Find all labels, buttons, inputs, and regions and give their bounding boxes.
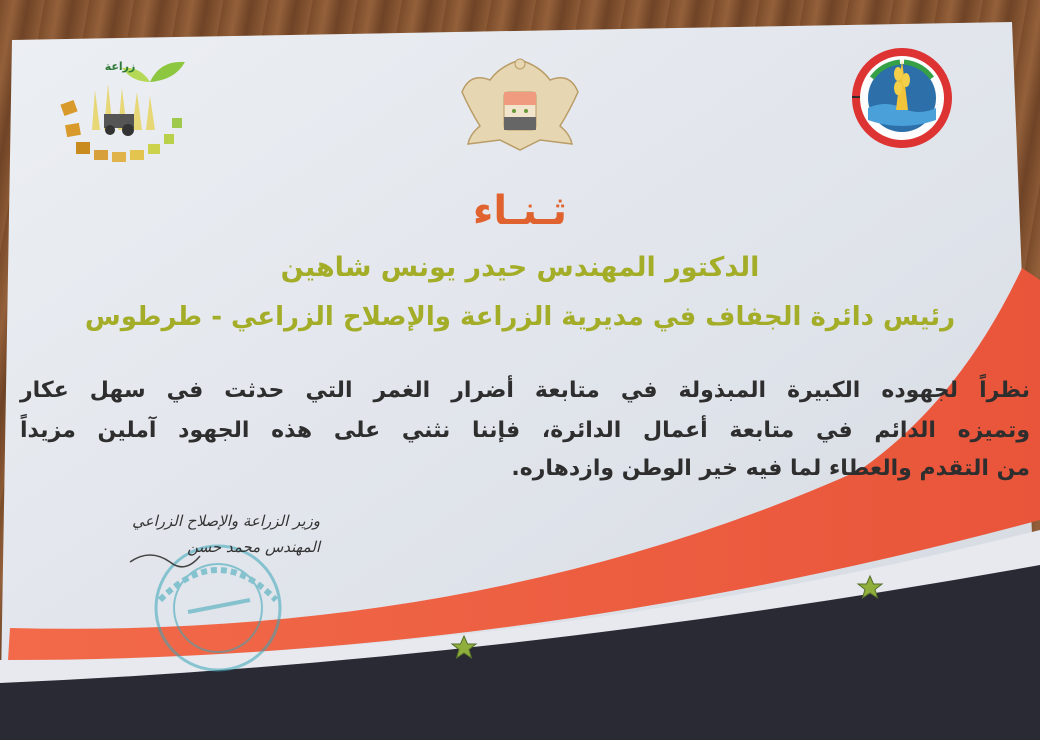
signatory-name: المهندس محمد حسن (187, 538, 320, 556)
body-text-line-3: من التقدم والعطاء لما فيه خير الوطن وازدهاره. (511, 456, 1030, 481)
body-text-line-1: نظراً لجهوده الكبيرة المبذولة في متابعة أضرار الغمر التي حدثت في سهل عكار (20, 378, 1030, 403)
body-text-line-2: وتميزه الدائم في متابعة أعمال الدائرة، فإننا نثني على هذه الجهود آملين مزيداً (20, 418, 1030, 443)
recipient-position: رئيس دائرة الجفاف في مديرية الزراعة والإصلاح الزراعي - طرطوس (84, 302, 956, 332)
signatory-title: وزير الزراعة والإصلاح الزراعي (132, 512, 320, 530)
left-logo-label: زراعة (104, 60, 136, 73)
recipient-name: الدكتور المهندس حيدر يونس شاهين (280, 252, 760, 283)
ministry-logo-icon (856, 52, 948, 144)
certificate-title: ثـنـاء (472, 188, 568, 234)
